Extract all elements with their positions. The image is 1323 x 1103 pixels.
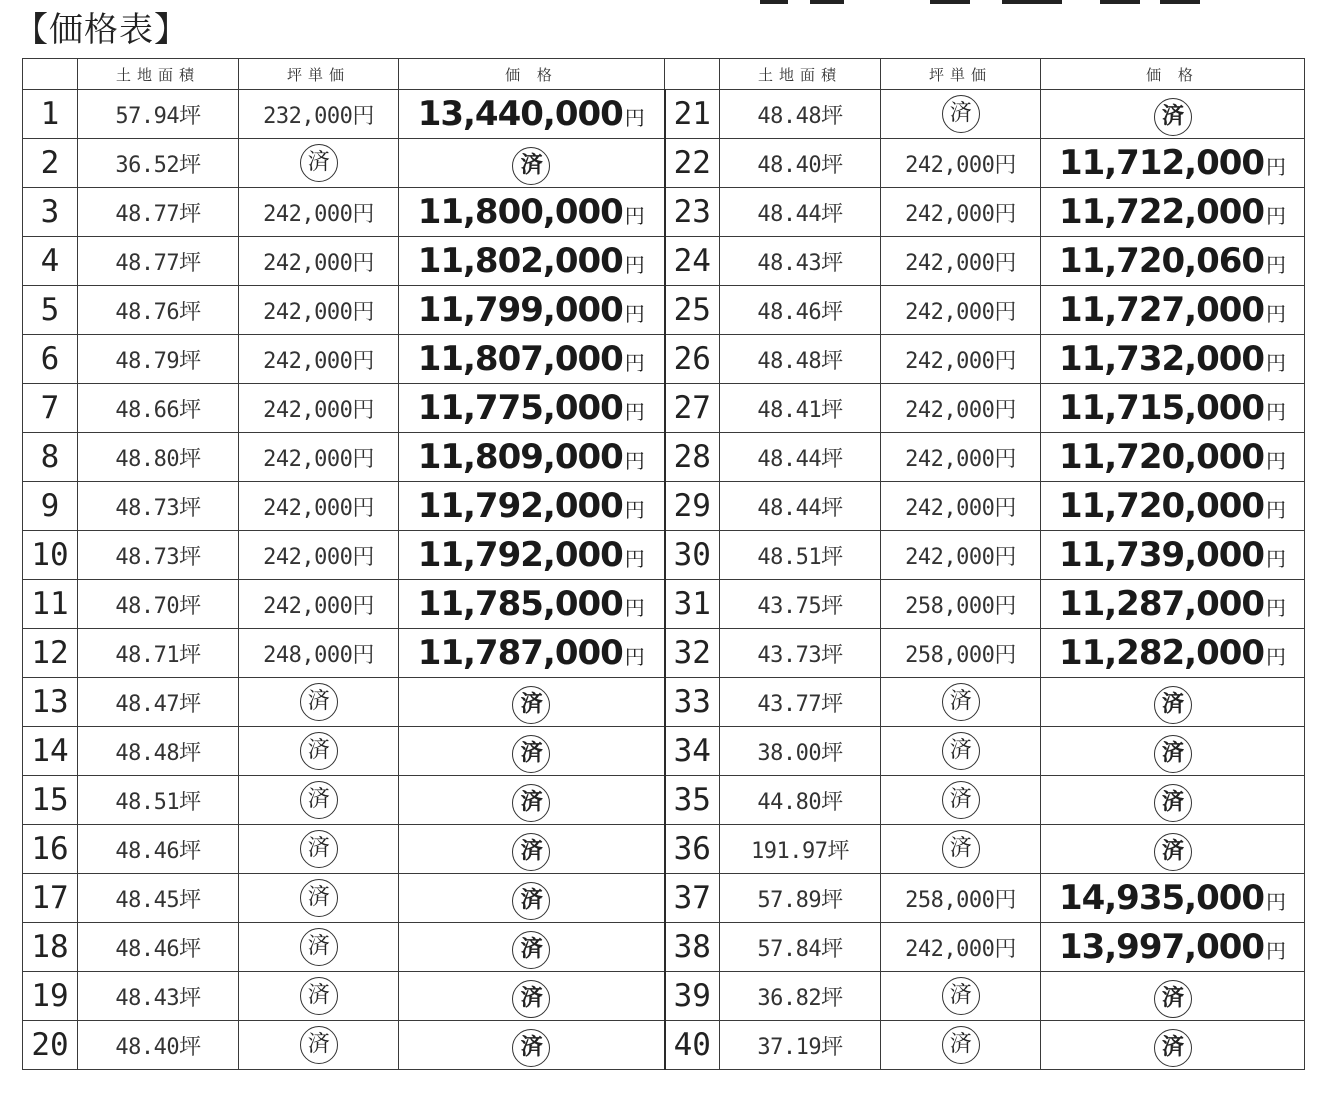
price-value: 11,739,000 (1058, 535, 1265, 575)
price-value: 11,787,000 (417, 633, 623, 673)
lot-number: 4 (23, 237, 78, 286)
lot-number: 29 (665, 482, 720, 531)
land-area: 48.40坪 (720, 139, 881, 188)
unit-price: 242,000円 (881, 923, 1041, 972)
lot-price (1041, 482, 1305, 531)
price-value: 11,802,000 (417, 241, 623, 281)
lot-price (399, 629, 665, 678)
sold-stamp: 済 (942, 683, 980, 721)
lot-price (399, 678, 665, 727)
sold-stamp: 済 (1154, 1029, 1192, 1067)
price-value: 11,287,000 (1058, 584, 1265, 624)
land-area: 48.43坪 (720, 237, 881, 286)
table-row (23, 433, 1305, 482)
sold-stamp: 済 (300, 1026, 338, 1064)
unit-price: 242,000円 (881, 139, 1041, 188)
lot-price (399, 580, 665, 629)
lot-number: 11 (23, 580, 78, 629)
lot-number: 2 (23, 139, 78, 188)
header-price: 価 格 (1041, 59, 1305, 90)
table-row (23, 286, 1305, 335)
sold-stamp: 済 (942, 1026, 980, 1064)
lot-price (399, 825, 665, 874)
yen-suffix: 円 (624, 449, 645, 473)
header-row (23, 59, 1305, 90)
unit-price: 242,000円 (239, 580, 399, 629)
land-area: 48.46坪 (78, 923, 239, 972)
lot-number: 24 (665, 237, 720, 286)
header-area: 土地面積 (78, 59, 239, 90)
unit-price: 242,000円 (881, 237, 1041, 286)
lot-number: 13 (23, 678, 78, 727)
lot-price (399, 482, 665, 531)
price-value: 11,799,000 (417, 290, 623, 330)
unit-price: 248,000円 (239, 629, 399, 678)
lot-price (1041, 972, 1305, 1021)
lot-number: 26 (665, 335, 720, 384)
lot-price (1041, 629, 1305, 678)
price-value: 11,792,000 (417, 486, 623, 526)
sold-stamp: 済 (1154, 98, 1192, 136)
lot-number: 17 (23, 874, 78, 923)
land-area: 48.41坪 (720, 384, 881, 433)
unit-price (881, 972, 1041, 1021)
land-area: 48.70坪 (78, 580, 239, 629)
unit-price (881, 1021, 1041, 1070)
lot-number: 7 (23, 384, 78, 433)
sold-stamp: 済 (300, 732, 338, 770)
price-value: 14,935,000 (1058, 878, 1265, 918)
lot-number: 31 (665, 580, 720, 629)
lot-number: 3 (23, 188, 78, 237)
page-title: 【価格表】 (14, 10, 189, 50)
yen-suffix: 円 (624, 645, 645, 669)
yen-suffix: 円 (1266, 351, 1287, 375)
unit-price (239, 825, 399, 874)
lot-number: 40 (665, 1021, 720, 1070)
header-unit-price: 坪単価 (881, 59, 1041, 90)
lot-price (1041, 286, 1305, 335)
lot-number: 14 (23, 727, 78, 776)
price-value: 11,785,000 (417, 584, 623, 624)
lot-price (399, 776, 665, 825)
lot-number: 15 (23, 776, 78, 825)
lot-price (399, 139, 665, 188)
price-value: 11,720,000 (1058, 437, 1265, 477)
lot-number: 30 (665, 531, 720, 580)
land-area: 43.77坪 (720, 678, 881, 727)
land-area: 48.77坪 (78, 188, 239, 237)
header-no (23, 59, 78, 90)
lot-price (1041, 825, 1305, 874)
yen-suffix: 円 (1266, 645, 1287, 669)
yen-suffix: 円 (1266, 939, 1287, 963)
price-value: 11,715,000 (1058, 388, 1265, 428)
lot-number: 34 (665, 727, 720, 776)
unit-price (881, 727, 1041, 776)
unit-price: 242,000円 (881, 286, 1041, 335)
lot-number: 10 (23, 531, 78, 580)
header-unit-price: 坪単価 (239, 59, 399, 90)
lot-number: 18 (23, 923, 78, 972)
land-area: 48.66坪 (78, 384, 239, 433)
lot-price (399, 1021, 665, 1070)
sold-stamp: 済 (1154, 833, 1192, 871)
lot-price (1041, 776, 1305, 825)
table-row (23, 90, 1305, 139)
land-area: 48.79坪 (78, 335, 239, 384)
table-row (23, 188, 1305, 237)
lot-price (1041, 531, 1305, 580)
unit-price: 242,000円 (239, 482, 399, 531)
sold-stamp: 済 (942, 830, 980, 868)
unit-price: 242,000円 (881, 384, 1041, 433)
price-value: 11,792,000 (417, 535, 623, 575)
unit-price (239, 923, 399, 972)
sold-stamp: 済 (512, 1029, 550, 1067)
land-area: 48.44坪 (720, 188, 881, 237)
sold-stamp: 済 (512, 784, 550, 822)
lot-price (399, 972, 665, 1021)
cropped-heading-fragment (740, 0, 1210, 8)
sold-stamp: 済 (300, 144, 338, 182)
land-area: 48.48坪 (720, 335, 881, 384)
lot-price (1041, 139, 1305, 188)
sold-stamp: 済 (300, 928, 338, 966)
land-area: 57.94坪 (78, 90, 239, 139)
unit-price (239, 727, 399, 776)
yen-suffix: 円 (1266, 155, 1287, 179)
unit-price: 242,000円 (881, 335, 1041, 384)
sold-stamp: 済 (512, 833, 550, 871)
price-value: 11,732,000 (1058, 339, 1265, 379)
unit-price (239, 678, 399, 727)
price-value: 13,440,000 (417, 94, 623, 134)
sold-stamp: 済 (300, 977, 338, 1015)
unit-price (881, 825, 1041, 874)
unit-price: 242,000円 (239, 237, 399, 286)
price-value: 13,997,000 (1058, 927, 1265, 967)
table-row (23, 1021, 1305, 1070)
yen-suffix: 円 (624, 106, 645, 130)
unit-price: 242,000円 (239, 384, 399, 433)
sold-stamp: 済 (942, 95, 980, 133)
price-value: 11,712,000 (1058, 143, 1265, 183)
unit-price (239, 776, 399, 825)
land-area: 48.77坪 (78, 237, 239, 286)
sold-stamp: 済 (300, 683, 338, 721)
unit-price: 242,000円 (881, 188, 1041, 237)
unit-price (239, 874, 399, 923)
lot-price (1041, 384, 1305, 433)
lot-price (1041, 335, 1305, 384)
unit-price: 258,000円 (881, 874, 1041, 923)
land-area: 37.19坪 (720, 1021, 881, 1070)
land-area: 48.45坪 (78, 874, 239, 923)
yen-suffix: 円 (1266, 449, 1287, 473)
price-value: 11,722,000 (1058, 192, 1265, 232)
land-area: 48.48坪 (720, 90, 881, 139)
lot-price (399, 90, 665, 139)
land-area: 48.43坪 (78, 972, 239, 1021)
lot-number: 32 (665, 629, 720, 678)
land-area: 43.73坪 (720, 629, 881, 678)
lot-price (399, 384, 665, 433)
header-no (665, 59, 720, 90)
sold-stamp: 済 (512, 686, 550, 724)
lot-number: 9 (23, 482, 78, 531)
lot-price (1041, 188, 1305, 237)
unit-price: 242,000円 (881, 433, 1041, 482)
yen-suffix: 円 (624, 302, 645, 326)
lot-price (399, 237, 665, 286)
land-area: 38.00坪 (720, 727, 881, 776)
sold-stamp: 済 (1154, 686, 1192, 724)
land-area: 57.89坪 (720, 874, 881, 923)
table-row (23, 335, 1305, 384)
lot-number: 33 (665, 678, 720, 727)
yen-suffix: 円 (624, 547, 645, 571)
unit-price (239, 1021, 399, 1070)
table-row (23, 531, 1305, 580)
lot-number: 35 (665, 776, 720, 825)
sold-stamp: 済 (300, 830, 338, 868)
land-area: 48.40坪 (78, 1021, 239, 1070)
unit-price: 242,000円 (239, 531, 399, 580)
price-value: 11,282,000 (1058, 633, 1265, 673)
unit-price: 242,000円 (239, 188, 399, 237)
sold-stamp: 済 (1154, 735, 1192, 773)
lot-price (1041, 923, 1305, 972)
yen-suffix: 円 (1266, 596, 1287, 620)
lot-number: 5 (23, 286, 78, 335)
land-area: 191.97坪 (720, 825, 881, 874)
price-value: 11,800,000 (417, 192, 623, 232)
unit-price: 242,000円 (881, 482, 1041, 531)
table-row (23, 776, 1305, 825)
price-value: 11,775,000 (417, 388, 623, 428)
unit-price: 258,000円 (881, 629, 1041, 678)
sold-stamp: 済 (942, 732, 980, 770)
table-row (23, 727, 1305, 776)
header-price: 価 格 (399, 59, 665, 90)
lot-number: 20 (23, 1021, 78, 1070)
sold-stamp: 済 (512, 882, 550, 920)
lot-number: 22 (665, 139, 720, 188)
lot-price (1041, 580, 1305, 629)
table-row (23, 825, 1305, 874)
price-value: 11,720,000 (1058, 486, 1265, 526)
table-row (23, 874, 1305, 923)
lot-number: 38 (665, 923, 720, 972)
land-area: 48.46坪 (720, 286, 881, 335)
lot-number: 6 (23, 335, 78, 384)
table-row (23, 678, 1305, 727)
price-table (22, 58, 1305, 1070)
lot-number: 12 (23, 629, 78, 678)
unit-price (881, 90, 1041, 139)
sold-stamp: 済 (1154, 980, 1192, 1018)
sold-stamp: 済 (512, 735, 550, 773)
land-area: 48.76坪 (78, 286, 239, 335)
unit-price: 232,000円 (239, 90, 399, 139)
lot-price (1041, 433, 1305, 482)
lot-price (399, 874, 665, 923)
lot-number: 23 (665, 188, 720, 237)
yen-suffix: 円 (624, 596, 645, 620)
lot-number: 36 (665, 825, 720, 874)
table-row (23, 580, 1305, 629)
lot-number: 8 (23, 433, 78, 482)
lot-number: 27 (665, 384, 720, 433)
sold-stamp: 済 (512, 980, 550, 1018)
unit-price: 242,000円 (881, 531, 1041, 580)
lot-price (399, 433, 665, 482)
land-area: 48.46坪 (78, 825, 239, 874)
lot-price (399, 727, 665, 776)
lot-number: 16 (23, 825, 78, 874)
yen-suffix: 円 (624, 351, 645, 375)
table-row (23, 482, 1305, 531)
land-area: 48.80坪 (78, 433, 239, 482)
table-row (23, 629, 1305, 678)
header-area: 土地面積 (720, 59, 881, 90)
yen-suffix: 円 (1266, 253, 1287, 277)
unit-price (239, 972, 399, 1021)
sold-stamp: 済 (512, 931, 550, 969)
land-area: 48.71坪 (78, 629, 239, 678)
land-area: 48.73坪 (78, 482, 239, 531)
yen-suffix: 円 (624, 253, 645, 277)
table-body (23, 90, 1305, 1070)
land-area: 43.75坪 (720, 580, 881, 629)
land-area: 48.44坪 (720, 433, 881, 482)
price-value: 11,720,060 (1058, 241, 1265, 281)
yen-suffix: 円 (624, 400, 645, 424)
sold-stamp: 済 (1154, 784, 1192, 822)
sold-stamp: 済 (300, 879, 338, 917)
lot-number: 28 (665, 433, 720, 482)
lot-price (1041, 727, 1305, 776)
lot-number: 1 (23, 90, 78, 139)
table-row (23, 923, 1305, 972)
unit-price: 242,000円 (239, 433, 399, 482)
lot-price (1041, 237, 1305, 286)
table-row (23, 972, 1305, 1021)
lot-price (399, 335, 665, 384)
lot-number: 39 (665, 972, 720, 1021)
lot-price (399, 188, 665, 237)
land-area: 44.80坪 (720, 776, 881, 825)
land-area: 48.51坪 (720, 531, 881, 580)
land-area: 48.44坪 (720, 482, 881, 531)
lot-number: 21 (665, 90, 720, 139)
lot-price (1041, 874, 1305, 923)
price-value: 11,727,000 (1058, 290, 1265, 330)
sold-stamp: 済 (942, 781, 980, 819)
unit-price (881, 678, 1041, 727)
unit-price: 242,000円 (239, 286, 399, 335)
lot-price (399, 286, 665, 335)
table-row (23, 384, 1305, 433)
land-area: 48.48坪 (78, 727, 239, 776)
lot-number: 37 (665, 874, 720, 923)
unit-price: 258,000円 (881, 580, 1041, 629)
yen-suffix: 円 (1266, 400, 1287, 424)
lot-price (399, 923, 665, 972)
table-row (23, 139, 1305, 188)
land-area: 48.73坪 (78, 531, 239, 580)
land-area: 48.47坪 (78, 678, 239, 727)
land-area: 36.52坪 (78, 139, 239, 188)
sold-stamp: 済 (942, 977, 980, 1015)
land-area: 57.84坪 (720, 923, 881, 972)
price-value: 11,809,000 (417, 437, 623, 477)
lot-number: 19 (23, 972, 78, 1021)
lot-number: 25 (665, 286, 720, 335)
table-row (23, 237, 1305, 286)
land-area: 48.51坪 (78, 776, 239, 825)
yen-suffix: 円 (624, 498, 645, 522)
lot-price (1041, 678, 1305, 727)
yen-suffix: 円 (1266, 547, 1287, 571)
yen-suffix: 円 (1266, 890, 1287, 914)
land-area: 36.82坪 (720, 972, 881, 1021)
lot-price (1041, 90, 1305, 139)
price-value: 11,807,000 (417, 339, 623, 379)
yen-suffix: 円 (1266, 498, 1287, 522)
sold-stamp: 済 (512, 147, 550, 185)
unit-price: 242,000円 (239, 335, 399, 384)
sold-stamp: 済 (300, 781, 338, 819)
yen-suffix: 円 (1266, 302, 1287, 326)
unit-price (239, 139, 399, 188)
yen-suffix: 円 (1266, 204, 1287, 228)
yen-suffix: 円 (624, 204, 645, 228)
lot-price (399, 531, 665, 580)
unit-price (881, 776, 1041, 825)
lot-price (1041, 1021, 1305, 1070)
